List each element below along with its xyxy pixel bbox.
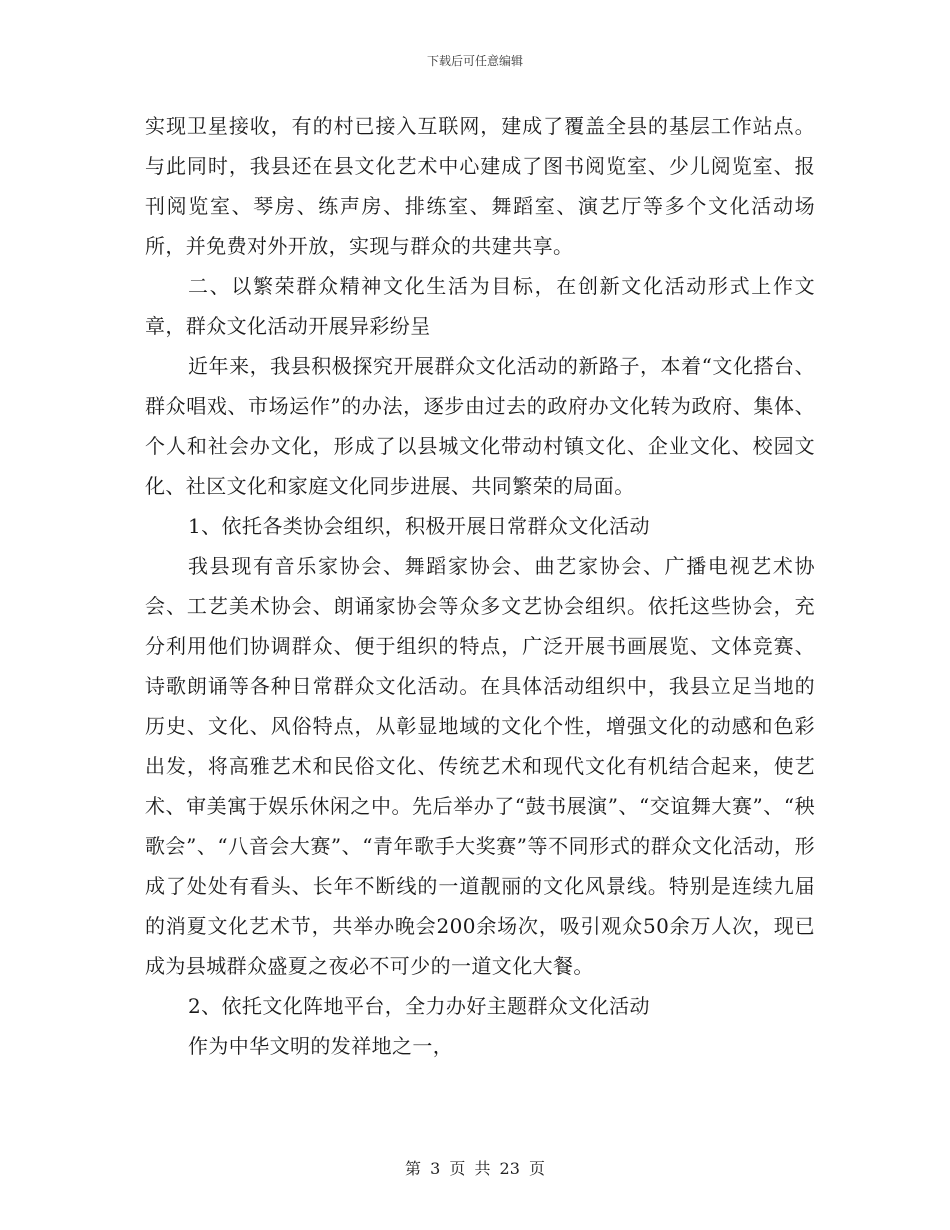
page-header: 下载后可任意编辑 — [426, 54, 523, 68]
paragraph: 近年来，我县积极探究开展群众文化活动的新路子，本着“文化搭台、群众唱戏、市场运作”的办法，逐步由过去的政府办文化转为政府、集体、个人和社会办文化，形成了以县城文化带动村镇文化、企业文化、校园文化、社区文化和家庭文化同步进展、共同繁荣的局面。 — [145, 354, 815, 498]
paragraph: 作为中华文明的发祥地之一， — [188, 1034, 454, 1058]
page-number-footer: 第 3 页 共 23 页 — [405, 1159, 545, 1178]
subsection-heading: 1、依托各类协会组织，积极开展日常群众文化活动 — [188, 514, 650, 538]
section-heading: 二、以繁荣群众精神文化生活为目标，在创新文化活动形式上作文章，群众文化活动开展异彩纷呈 — [145, 274, 815, 338]
document-body — [145, 106, 815, 1066]
paragraph: 我县现有音乐家协会、舞蹈家协会、曲艺家协会、广播电视艺术协会、工艺美术协会、朗诵家协会等众多文艺协会组织。依托这些协会，充分利用他们协调群众、便于组织的特点，广泛开展书画展览、文体竞赛、诗歌朗诵等各种日常群众文化活动。在具体活动组织中，我县立足当地的历史、文化、风俗特点，从彰显地域的文化个性，增强文化的动感和色彩出发，将高雅艺术和民俗文化、传统艺术和现代文化有机结合起来，使艺术、审美寓于娱乐休闲之中。先后举办了“鼓书展演”、“交谊舞大赛”、“秧歌会”、“八音会大赛”、“青年歌手大奖赛”等不同形式的群众文化活动，形成了处处有看头、长年不断线的一道靓丽的文化风景线。特别是连续九届的消夏文化艺术节，共举办晚会200余场次，吸引观众50余万人次，现已成为县城群众盛夏之夜必不可少的一道文化大餐。 — [145, 554, 815, 978]
subsection-heading: 2、依托文化阵地平台，全力办好主题群众文化活动 — [188, 994, 650, 1018]
paragraph: 实现卫星接收，有的村已接入互联网，建成了覆盖全县的基层工作站点。与此同时，我县还在县文化艺术中心建成了图书阅览室、少儿阅览室、报刊阅览室、琴房、练声房、排练室、舞蹈室、演艺厅等多个文化活动场所，并免费对外开放，实现与群众的共建共享。 — [145, 114, 815, 258]
